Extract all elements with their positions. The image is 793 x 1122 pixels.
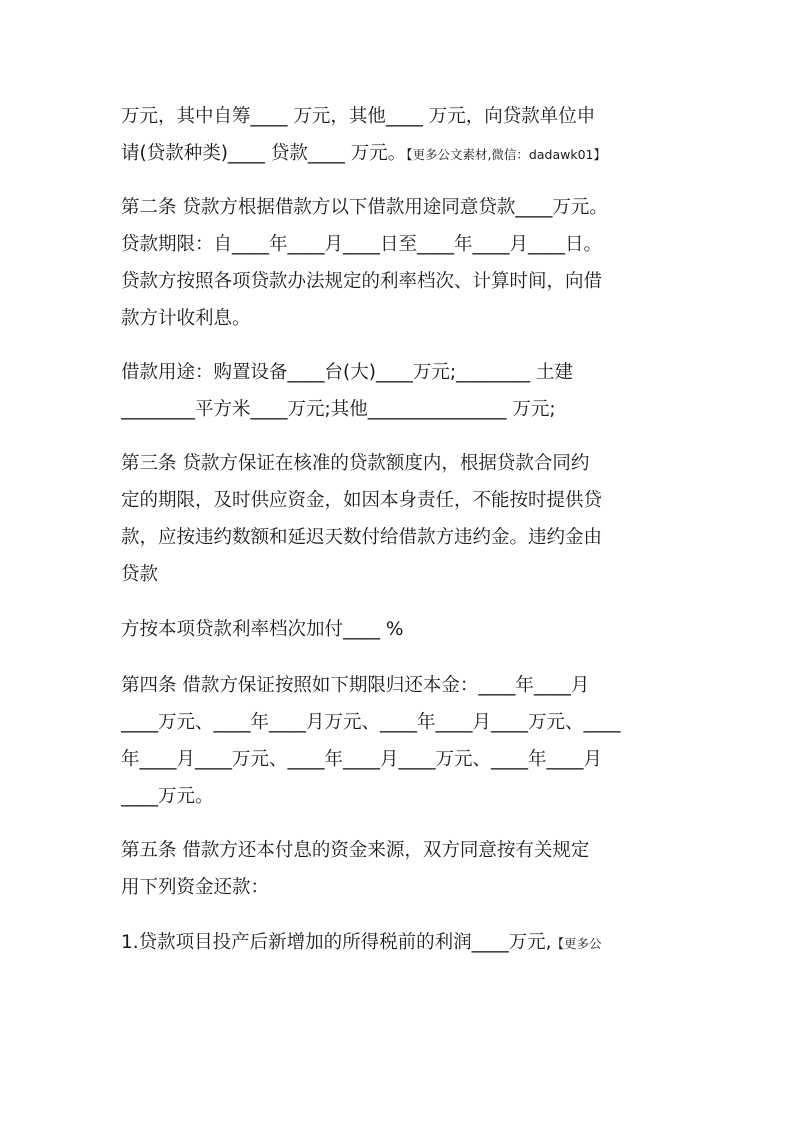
text-line: 借款用途：购置设备____台(大)____万元;________ 土建 [121,362,574,383]
text-line: ____万元。 [121,786,214,807]
paragraph-article-5 [121,832,677,906]
text-line: 贷款期限：自____年____月____日至____年____月____日。 [121,234,603,255]
text-line: 年____月____万元、____年____月____万元、____年____月 [121,749,603,770]
text-line: 方按本项贷款利率档次加付____ % [121,619,404,640]
paragraph-article-4 [121,667,677,815]
paragraph-article-3 [121,445,677,593]
text-line: 第二条 贷款方根据借款方以下借款用途同意贷款____万元。 [121,197,608,218]
promo-note: 【更多公 [551,936,602,951]
text-line: 万元，其中自筹____ 万元，其他____ 万元，向贷款单位申 [121,106,596,127]
text-line: 贷款方按照各项贷款办法规定的利率档次、计算时间，向借 [121,271,603,292]
text-line: 款方计收利息。 [121,308,251,329]
text-line [121,135,677,172]
text-line: 款，应按违约数额和延迟天数付给借款方违约金。违约金由 [121,527,603,548]
text-line: ____万元、____年____月万元、____年____月____万元、____ [121,712,621,733]
text-line: ________平方米____万元;其他_______________ 万元; [121,399,556,420]
text-line: 第五条 借款方还本付息的资金来源，双方同意按有关规定 [121,840,590,861]
document-body [121,98,677,979]
text-line-body: 1.贷款项目投产后新增加的所得税前的利润____万元, [121,932,552,953]
text-line: 贷款 [121,564,159,585]
paragraph-item-1 [121,924,677,961]
text-line: 第三条 贷款方保证在核准的贷款额度内，根据贷款合同约 [121,453,590,474]
text-line: 用下列资金还款： [121,877,270,898]
paragraph-article-2 [121,189,677,337]
promo-note: 【更多公文素材,微信：dadawk01】 [406,147,606,162]
text-line: 第四条 借款方保证按照如下期限归还本金：____年____月 [121,675,590,696]
text-line: 定的期限，及时供应资金，如因本身责任，不能按时提供贷 [121,490,603,511]
paragraph-intro-funding [121,98,677,172]
text-line-body: 请(贷款种类)____ 贷款____ 万元。 [121,143,407,164]
text-line [121,924,677,961]
paragraph-surcharge [121,611,677,648]
paragraph-loan-purpose [121,354,677,428]
